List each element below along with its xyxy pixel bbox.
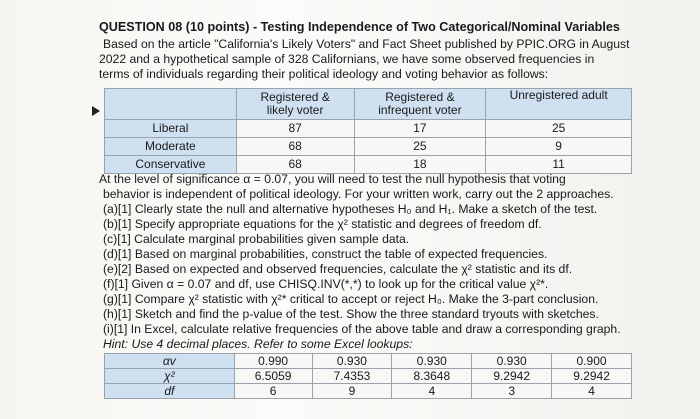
instruction-item-e: (e)[2] Based on expected and observed frequencies, calculate the χ² statistic and its df. [103,262,573,276]
hint-line: Hint: Use 4 decimal places. Refer to some Excel lookups: [103,337,413,351]
table-cell: 9 [486,138,632,156]
table-cell: 68 [236,156,354,174]
table-cell: 4 [392,384,472,399]
table-cell: 0.900 [552,354,632,369]
instruction-item-c: (c)[1] Calculate marginal probabilities given sample data. [103,232,410,246]
table-cell: 18 [354,156,486,174]
instruction-item-g: (g)[1] Compare χ² statistic with χ²* critical to accept or reject H₀. Make the 3-part conclusion. [103,292,599,306]
table-cell: 25 [486,120,632,138]
table-row [105,120,632,138]
excel-lookup-table [104,353,632,399]
instruction-line: At the level of significance α = 0.07, you will need to test the null hypothesis that voting [99,172,566,186]
table-header-row [105,89,632,120]
table-row [105,384,632,399]
intro-line-3: terms of individuals regarding their political ideology and voting behavior as follows: [99,67,549,81]
header-text: Registered & [385,90,455,104]
table-cell: 0.930 [312,354,392,369]
intro-line-2: 2022 and a hypothetical sample of 328 Californians, we have some observed frequencies in [99,52,595,66]
instruction-item-a: (a)[1] Clearly state the null and alternative hypotheses H₀ and H₁. Make a sketch of the test. [103,202,598,216]
table-cell: 0.990 [234,354,312,369]
row-label: df [105,384,235,399]
table-row [105,354,632,369]
header-text: Registered & [260,90,330,104]
table-cell: 6.5059 [234,369,312,384]
table-cell: 8.3648 [392,369,472,384]
table-row [105,156,632,174]
header-blank-cell [105,89,237,120]
row-label: χ² [105,369,235,384]
table-cell: 0.930 [392,354,472,369]
table-row [105,138,632,156]
instruction-item-h: (h)[1] Sketch and find the p-value of the test. Show the three standard tryouts with sketches. [103,307,599,321]
header-text: Unregistered adult [509,88,608,102]
table-cell: 6 [234,384,312,399]
header-unregistered [486,89,632,120]
header-registered-likely [236,89,354,120]
row-label: Moderate [105,138,237,156]
table-cell: 25 [354,138,486,156]
observed-frequency-table [104,88,632,174]
table-cell: 11 [486,156,632,174]
row-label: αv [105,354,235,369]
header-registered-infrequent [354,89,486,120]
table-cell: 87 [236,120,354,138]
table-cell: 68 [236,138,354,156]
intro-line-1: Based on the article "California's Likely Voters" and Fact Sheet published by PPIC.ORG in August [103,37,630,51]
table-cell: 4 [552,384,632,399]
instruction-item-b: (b)[1] Specify appropriate equations for the χ² statistic and degrees of freedom df. [103,217,542,231]
cursor-arrow-icon [92,106,100,116]
row-label: Liberal [105,120,237,138]
header-text: infrequent voter [378,103,462,117]
table-cell: 7.4353 [312,369,392,384]
table-cell: 9 [312,384,392,399]
instruction-line: behavior is independent of political ideology. For your written work, carry out the 2 approaches. [103,187,614,201]
question-title: QUESTION 08 (10 points) - Testing Independence of Two Categorical/Nominal Variables [99,20,620,34]
table-cell: 3 [472,384,552,399]
header-text: likely voter [266,103,324,117]
instruction-item-d: (d)[1] Based on marginal probabilities, construct the table of expected frequencies. [103,247,548,261]
table-cell: 0.930 [472,354,552,369]
instruction-item-i: (i)[1] In Excel, calculate relative frequencies of the above table and draw a corresponding graph. [103,322,621,336]
table-cell: 17 [354,120,486,138]
row-label: Conservative [105,156,237,174]
table-cell: 9.2942 [552,369,632,384]
table-row [105,369,632,384]
table-cell: 9.2942 [472,369,552,384]
instruction-item-f: (f)[1] Given α = 0.07 and df, use CHISQ.INV(*,*) to look up for the critical value χ²*. [103,277,549,291]
